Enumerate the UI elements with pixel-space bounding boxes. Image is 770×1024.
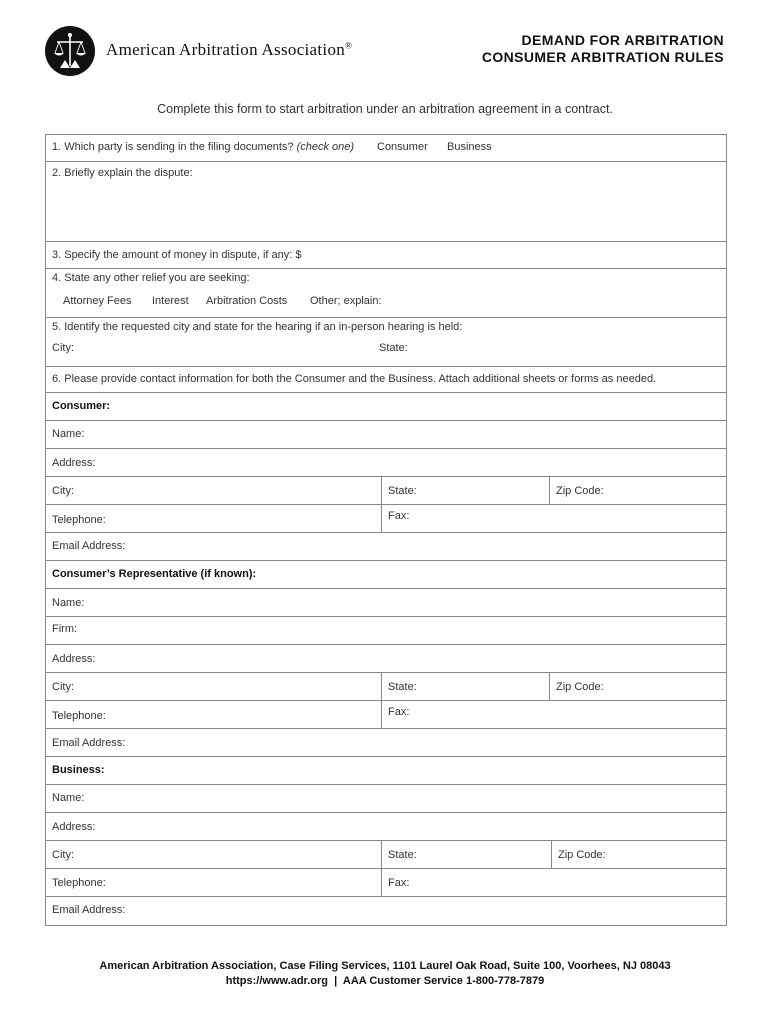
representative-zip-label: Zip Code:	[556, 681, 604, 693]
footer-address: American Arbitration Association, Case Filing Services, 1101 Laurel Oak Road, Suite 100, Voorhees, NJ 08043	[99, 960, 671, 972]
form-title-line2: CONSUMER ARBITRATION RULES	[481, 49, 724, 65]
representative-firm-field[interactable]	[46, 617, 726, 645]
business-name-field[interactable]	[46, 785, 726, 813]
footer-contact: https://www.adr.org | AAA Customer Service 1-800-778-7879	[225, 975, 545, 987]
consumer-city-state-zip-row	[46, 477, 726, 505]
business-heading: Business:	[52, 764, 105, 776]
representative-address-label: Address:	[52, 653, 96, 665]
q1-option-business[interactable]: Business	[447, 141, 492, 153]
representative-firm-label: Firm:	[52, 623, 78, 635]
q2-label: 2. Briefly explain the dispute:	[52, 167, 193, 179]
business-city-label: City:	[52, 849, 74, 861]
q5-label: 5. Identify the requested city and state for the hearing if an in-person hearing is held:	[52, 321, 463, 333]
representative-fax-field[interactable]	[381, 701, 726, 728]
business-address-field[interactable]	[46, 813, 726, 841]
consumer-city-label: City:	[52, 485, 74, 497]
representative-heading-row	[46, 561, 726, 589]
representative-heading: Consumer’s Representative (if known):	[52, 568, 257, 580]
consumer-email-label: Email Address:	[52, 540, 126, 552]
representative-phone-fax-row	[46, 701, 726, 729]
business-state-field[interactable]	[381, 841, 551, 868]
representative-city-label: City:	[52, 681, 74, 693]
consumer-zip-label: Zip Code:	[556, 485, 604, 497]
q1-label: 1. Which party is sending in the filing documents? (check one)	[52, 141, 355, 153]
consumer-city-field[interactable]	[46, 477, 381, 504]
business-email-field[interactable]	[46, 897, 726, 925]
representative-city-field[interactable]	[46, 673, 381, 700]
representative-telephone-label: Telephone:	[52, 710, 106, 722]
q4-option-attorney-fees[interactable]: Attorney Fees	[63, 295, 132, 307]
business-state-label: State:	[388, 849, 417, 861]
business-name-label: Name:	[52, 792, 85, 804]
q3-label: 3. Specify the amount of money in dispute, if any: $	[52, 249, 302, 261]
consumer-telephone-label: Telephone:	[52, 514, 106, 526]
aaa-logo-icon	[45, 26, 95, 76]
q5-row	[46, 318, 726, 367]
q2-row[interactable]	[46, 162, 726, 242]
representative-name-label: Name:	[52, 597, 85, 609]
representative-state-field[interactable]	[381, 673, 549, 700]
intro-text: Complete this form to start arbitration under an arbitration agreement in a contract.	[157, 102, 613, 116]
consumer-fax-label: Fax:	[388, 510, 410, 522]
business-city-field[interactable]	[46, 841, 381, 868]
q1-row	[46, 135, 726, 162]
consumer-address-label: Address:	[52, 457, 96, 469]
q4-label: 4. State any other relief you are seeking:	[52, 272, 250, 284]
representative-city-state-zip-row	[46, 673, 726, 701]
consumer-email-field[interactable]	[46, 533, 726, 561]
consumer-heading-row	[46, 393, 726, 421]
q4-option-interest[interactable]: Interest	[152, 295, 189, 307]
representative-telephone-field[interactable]	[46, 701, 381, 728]
representative-zip-field[interactable]	[549, 673, 726, 700]
consumer-state-field[interactable]	[381, 477, 549, 504]
representative-email-label: Email Address:	[52, 737, 126, 749]
business-email-label: Email Address:	[52, 904, 126, 916]
business-zip-label: Zip Code:	[558, 849, 606, 861]
business-address-label: Address:	[52, 821, 96, 833]
consumer-name-field[interactable]	[46, 421, 726, 449]
consumer-telephone-field[interactable]	[46, 505, 381, 532]
demand-form	[45, 134, 727, 926]
footer	[0, 959, 770, 989]
q4-option-arbitration-costs[interactable]: Arbitration Costs	[206, 295, 288, 307]
consumer-fax-field[interactable]	[381, 505, 726, 532]
q6-row	[46, 367, 726, 393]
q5-city-field[interactable]: City:	[52, 342, 74, 354]
consumer-heading: Consumer:	[52, 400, 111, 412]
consumer-phone-fax-row	[46, 505, 726, 533]
representative-state-label: State:	[388, 681, 417, 693]
q6-label: 6. Please provide contact information for both the Consumer and the Business. Attach additional sheets or forms as needed.	[52, 373, 657, 385]
q1-option-consumer[interactable]: Consumer	[377, 141, 428, 153]
representative-email-field[interactable]	[46, 729, 726, 757]
business-phone-fax-row	[46, 869, 726, 897]
form-title-line1: DEMAND FOR ARBITRATION	[521, 32, 724, 48]
business-telephone-label: Telephone:	[52, 877, 106, 889]
business-city-state-zip-row	[46, 841, 726, 869]
representative-name-field[interactable]	[46, 589, 726, 617]
form-title	[482, 32, 724, 66]
q5-state-field[interactable]: State:	[379, 342, 408, 354]
representative-fax-label: Fax:	[388, 706, 410, 718]
business-fax-field[interactable]	[381, 869, 726, 896]
representative-address-field[interactable]	[46, 645, 726, 673]
consumer-zip-field[interactable]	[549, 477, 726, 504]
consumer-name-label: Name:	[52, 428, 85, 440]
consumer-address-field[interactable]	[46, 449, 726, 477]
consumer-state-label: State:	[388, 485, 417, 497]
business-fax-label: Fax:	[388, 877, 410, 889]
business-zip-field[interactable]	[551, 841, 726, 868]
q4-row	[46, 269, 726, 318]
q3-row[interactable]	[46, 242, 726, 269]
business-heading-row	[46, 757, 726, 785]
organization-name: American Arbitration Association®	[106, 40, 353, 59]
q4-option-other[interactable]: Other; explain:	[310, 295, 382, 307]
business-telephone-field[interactable]	[46, 869, 381, 896]
